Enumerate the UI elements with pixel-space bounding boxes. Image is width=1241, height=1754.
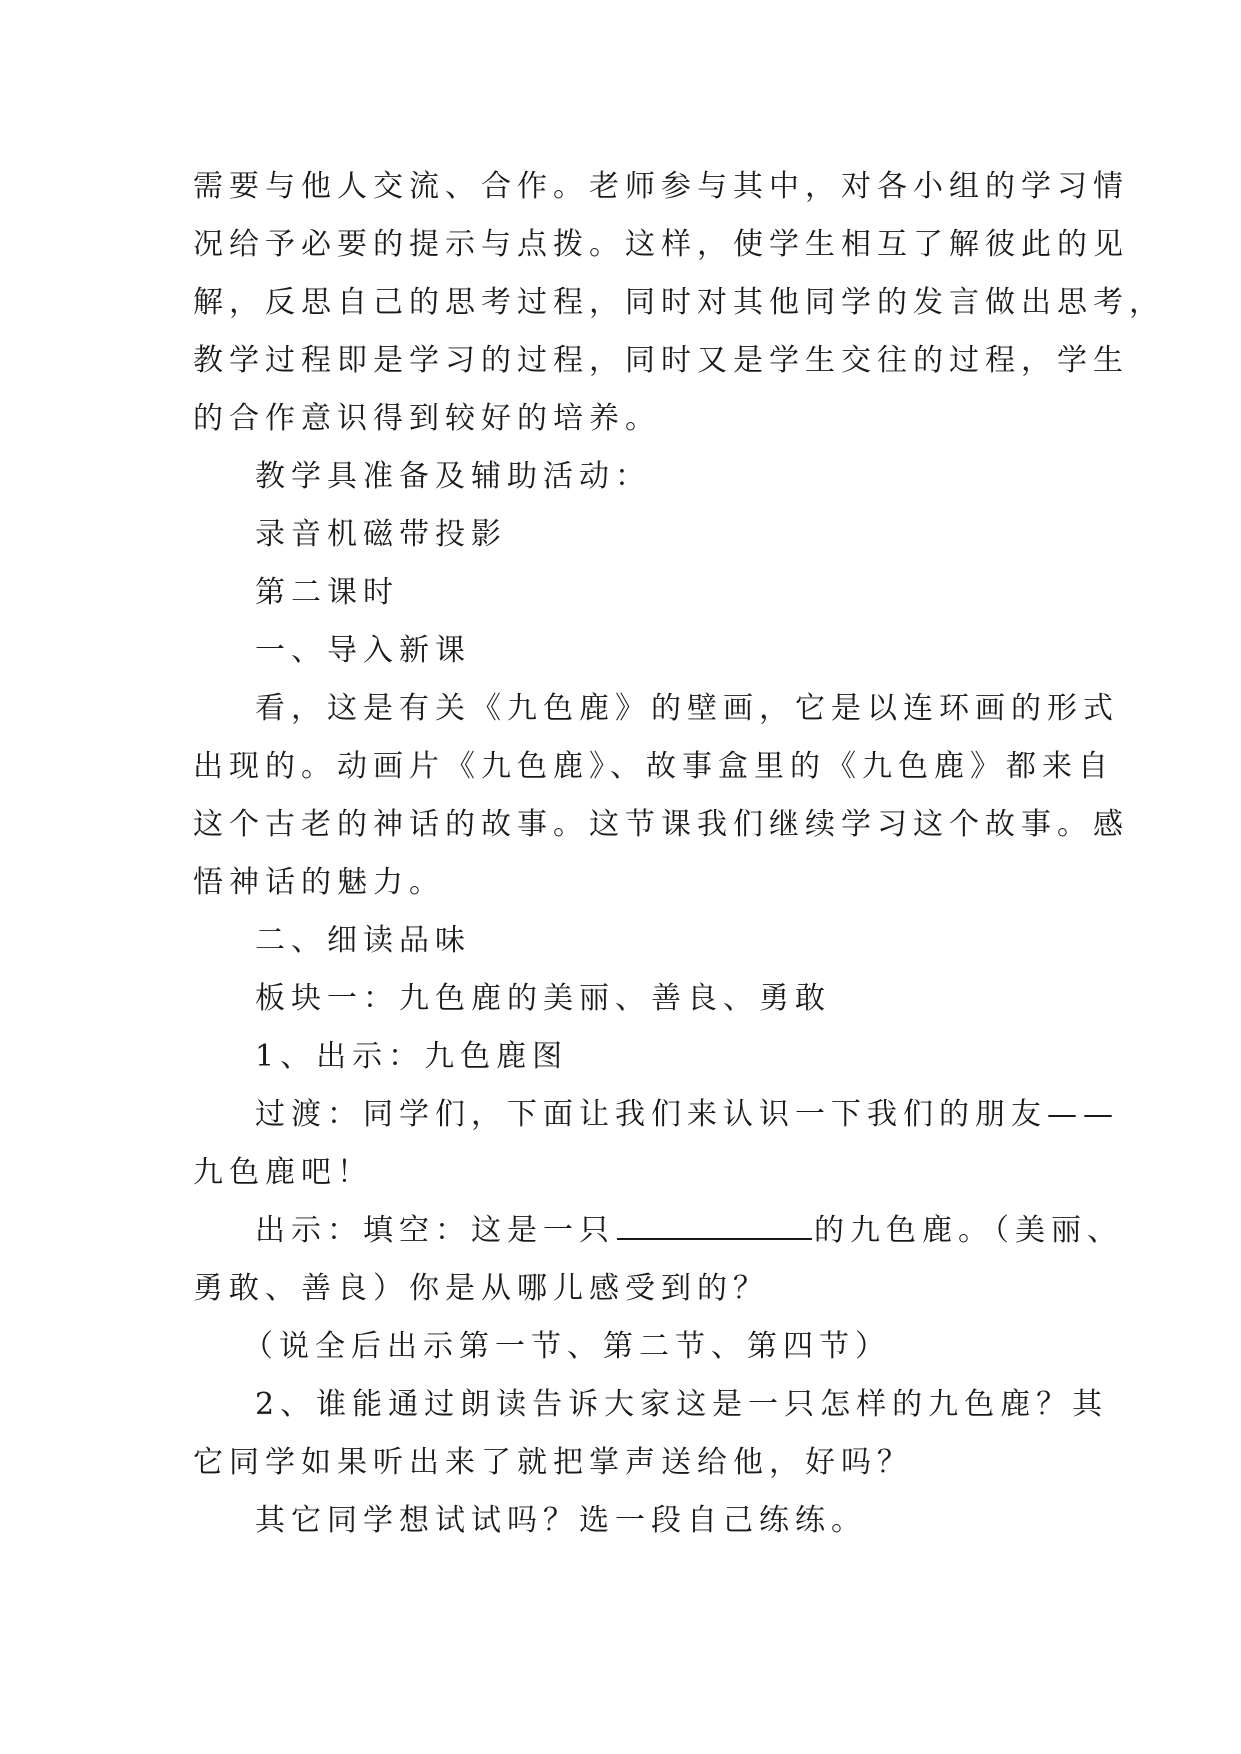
step-line: 2、谁能通过朗读告诉大家这是一只怎样的九色鹿？其 xyxy=(255,1387,1109,1422)
section-heading-reading: 二、细读品味 xyxy=(255,923,471,958)
materials-list: 录音机磁带投影 xyxy=(255,517,507,552)
paragraph-line: 解，反思自己的思考过程，同时对其他同学的发言做出思考， xyxy=(193,285,1165,320)
paragraph-line: 其它同学想试试吗？选一段自己练练。 xyxy=(255,1503,867,1538)
document-body xyxy=(193,158,1165,1550)
fill-blank-suffix: 的九色鹿。（美丽、 xyxy=(814,1213,1123,1248)
step-line: 1、出示：九色鹿图 xyxy=(255,1039,569,1074)
lesson-heading: 第二课时 xyxy=(255,575,399,610)
paragraph-line: 勇敢、善良）你是从哪儿感受到的？ xyxy=(193,1271,769,1306)
paragraph-line: 况给予必要的提示与点拨。这样，使学生相互了解彼此的见 xyxy=(193,227,1129,262)
paragraph-line: 需要与他人交流、合作。老师参与其中，对各小组的学习情 xyxy=(193,169,1129,204)
note-line: （说全后出示第一节、第二节、第四节） xyxy=(243,1329,891,1364)
paragraph-line: 这个古老的神话的故事。这节课我们继续学习这个故事。感 xyxy=(193,807,1129,842)
paragraph-line: 悟神话的魅力。 xyxy=(193,865,445,900)
fill-blank-underline xyxy=(617,1208,812,1240)
section-heading-intro: 一、导入新课 xyxy=(255,633,471,668)
paragraph-line: 它同学如果听出来了就把掌声送给他，好吗？ xyxy=(193,1445,913,1480)
section-heading-materials: 教学具准备及辅助活动： xyxy=(255,459,651,494)
paragraph-line: 出现的。动画片《九色鹿》、故事盒里的《九色鹿》都来自 xyxy=(193,749,1114,784)
paragraph-line: 看，这是有关《九色鹿》的壁画，它是以连环画的形式 xyxy=(255,691,1119,726)
block-heading: 板块一：九色鹿的美丽、善良、勇敢 xyxy=(255,981,831,1016)
fill-blank-prefix: 出示：填空：这是一只 xyxy=(255,1213,615,1248)
paragraph-line: 教学过程即是学习的过程，同时又是学生交往的过程，学生 xyxy=(193,343,1129,378)
paragraph-line: 的合作意识得到较好的培养。 xyxy=(193,401,661,436)
fill-blank-line xyxy=(193,1202,1123,1260)
paragraph-line: 过渡：同学们，下面让我们来认识一下我们的朋友—— xyxy=(255,1097,1119,1132)
paragraph-line: 九色鹿吧！ xyxy=(193,1155,373,1190)
